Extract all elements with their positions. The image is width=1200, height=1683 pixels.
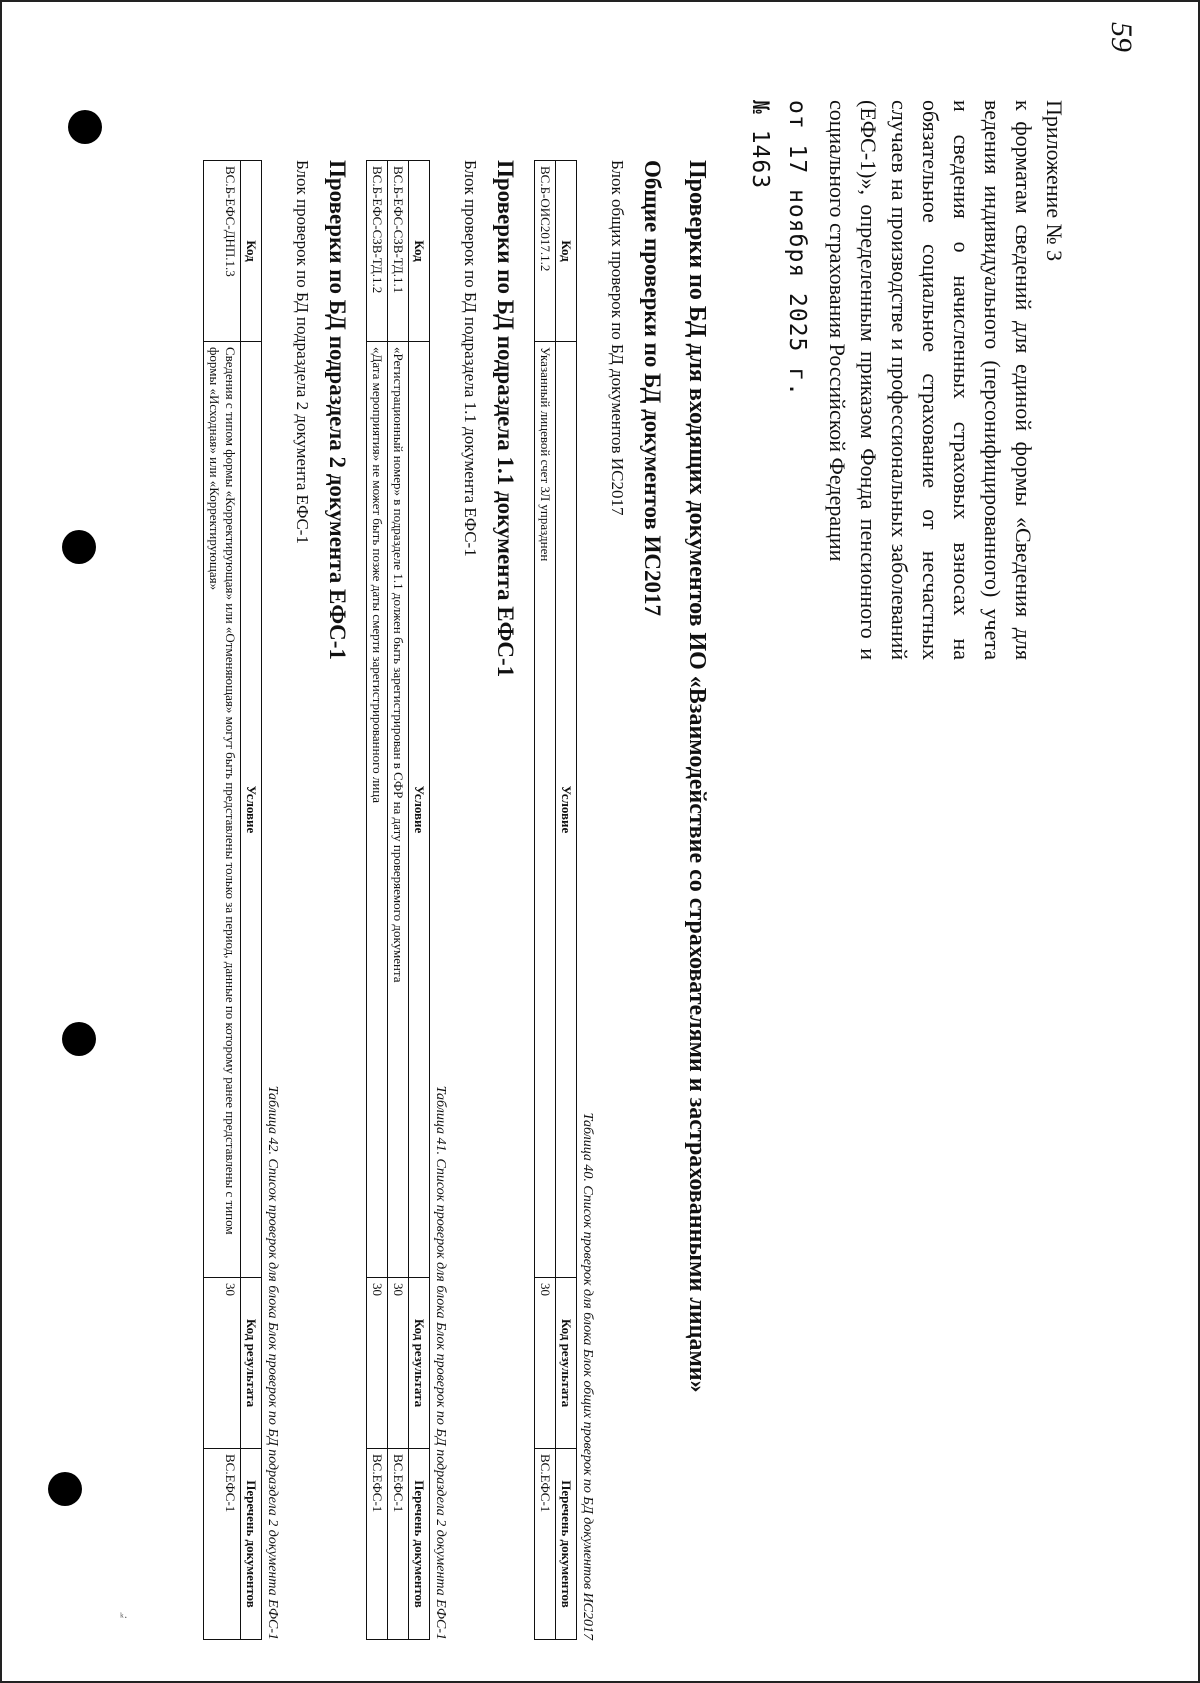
column-header: Перечень документов — [241, 1449, 262, 1640]
column-header: Перечень документов — [409, 1449, 430, 1640]
cell-document-list: ВС.ЕФС-1 — [535, 1449, 556, 1640]
section-subheading: Блок проверок по БД подраздела 1.1 документа ЕФС-1 — [461, 160, 480, 557]
cell-document-list: ВС.ЕФС-1 — [204, 1449, 241, 1640]
table-row — [388, 161, 409, 1640]
section-heading: Проверки по БД подраздела 2 документа ЕФС-1 — [325, 160, 350, 660]
column-header: Код — [556, 161, 577, 342]
page-number: 59 — [1105, 22, 1138, 52]
cell-document-list: ВС.ЕФС-1 — [388, 1449, 409, 1640]
cell-result-code: 30 — [367, 1278, 388, 1449]
appendix-body: к форматам сведений для единой формы «Сведения для ведения индивидуального (персонифицированного) учета и сведения о начисленных страховых взносах на обязательное социальное страхование от несчастных случаев на производстве и профессиональных заболеваний (ЕФС-1)», определенным приказом Фонда пенсионного и социального страхования Российской Федерации — [825, 100, 1036, 660]
section-heading: Проверки по БД подраздела 1.1 документа ЕФС-1 — [493, 160, 518, 678]
column-header: Код результата — [241, 1278, 262, 1449]
column-header: Код — [241, 161, 262, 342]
appendix-title: Приложение № 3 — [1042, 100, 1067, 262]
table-row — [367, 161, 388, 1640]
column-header: Условие — [409, 342, 430, 1278]
section-subheading: Блок общих проверок по БД документов ИС2017 — [608, 160, 627, 516]
checks-table — [366, 160, 430, 1640]
cell-code: ВС.Б-ЕФС-СЗВ-ТД.1.1 — [388, 161, 409, 342]
cell-code: ВС.Б-ЕФС-ДНП.1.3 — [204, 161, 241, 342]
cell-condition: «Регистрационный номер» в подразделе 1.1 должен быть зарегистрирован в СФР на дату проверяемого документа — [388, 342, 409, 1278]
cell-result-code: 30 — [388, 1278, 409, 1449]
column-header: Код — [409, 161, 430, 342]
table-caption: Таблица 41. Список проверок для блока Блок проверок по БД подраздела 2 документа ЕФС-1 — [433, 1085, 448, 1640]
table-caption: Таблица 40. Список проверок для блока Блок общих проверок по БД документов ИС2017 — [580, 1112, 595, 1640]
cell-code: ВС.Б-ОИС2017.1.2 — [535, 161, 556, 342]
table-header-row — [409, 161, 430, 1640]
column-header: Перечень документов — [556, 1449, 577, 1640]
main-content — [197, 160, 710, 1640]
section-heading: Общие проверки по БД документов ИС2017 — [640, 160, 665, 617]
table-row — [204, 161, 241, 1640]
appendix-date: от 17 ноября 2025 г. — [784, 100, 810, 397]
cell-document-list: ВС.ЕФС-1 — [367, 1449, 388, 1640]
cell-code: ВС.Б-ЕФС-СЗВ-ТД.1.2 — [367, 161, 388, 342]
column-header: Код результата — [409, 1278, 430, 1449]
table-header-row — [241, 161, 262, 1640]
section-subheading: Блок проверок по БД подраздела 2 документа ЕФС-1 — [293, 160, 312, 544]
cell-condition: Сведения с типом формы «Корректирующая» или «Отменяющая» могут быть представлены только за период, данные по которому ранее представлены с типом формы «Исходная» или «Корректирующая» — [204, 342, 241, 1278]
column-header: Условие — [241, 342, 262, 1278]
column-header: Код результата — [556, 1278, 577, 1449]
checks-table — [203, 160, 262, 1640]
cell-condition: Указанный лицевой счет ЗЛ упразднен — [535, 342, 556, 1278]
document-title: Проверки по БД для входящих документов ИО «Взаимодействие со страхователями и застрахованными лицами» — [684, 160, 710, 1393]
table-caption: Таблица 42. Список проверок для блока Блок проверок по БД подраздела 2 документа ЕФС-1 — [265, 1085, 280, 1640]
table-row — [535, 161, 556, 1640]
stray-mark: ᵏ· — [120, 1610, 128, 1624]
appendix-block — [744, 100, 1070, 660]
checks-table — [534, 160, 577, 1640]
cell-result-code: 30 — [204, 1278, 241, 1449]
column-header: Условие — [556, 342, 577, 1278]
table-header-row — [556, 161, 577, 1640]
cell-result-code: 30 — [535, 1278, 556, 1449]
appendix-number: № 1463 — [747, 100, 773, 190]
cell-condition: «Дата мероприятия» не может быть позже даты смерти зарегистрированного лица — [367, 342, 388, 1278]
